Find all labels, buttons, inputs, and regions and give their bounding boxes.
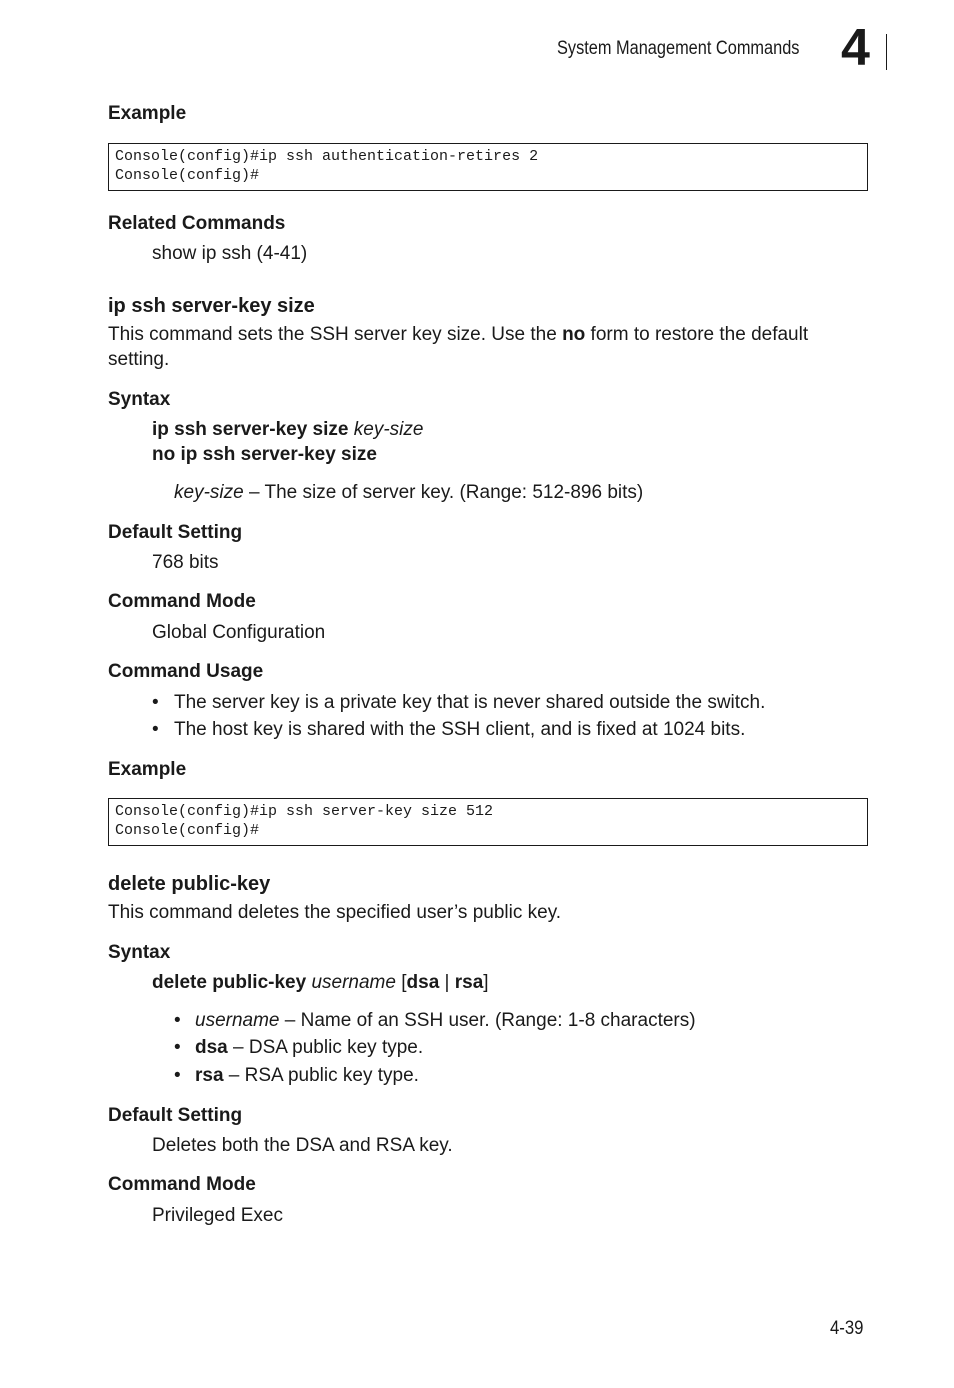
- code-example-box: [108, 143, 868, 191]
- parameter-description: [174, 482, 643, 504]
- parameter-name: username: [195, 1010, 280, 1031]
- syntax-heading: Syntax: [108, 942, 171, 963]
- command-description-continued: setting.: [108, 349, 170, 370]
- example-heading: Example: [108, 759, 187, 780]
- chapter-divider: [886, 34, 887, 70]
- command-description: [108, 324, 808, 346]
- syntax-parameter: username: [311, 972, 396, 993]
- parameter-item: [195, 1037, 423, 1059]
- parameter-text: – The size of server key. (Range: 512-896 bits): [243, 482, 644, 503]
- parameter-item: [195, 1065, 419, 1087]
- syntax-heading: Syntax: [108, 389, 171, 410]
- syntax-command: delete public-key: [152, 972, 307, 993]
- chapter-number: 4: [841, 19, 870, 77]
- command-mode-heading: Command Mode: [108, 591, 256, 612]
- bullet-marker: •: [152, 719, 159, 740]
- syntax-parameter: key-size: [353, 419, 424, 440]
- syntax-bracket: ]: [483, 972, 489, 993]
- related-commands-heading: Related Commands: [108, 213, 286, 234]
- description-keyword: no: [562, 324, 586, 345]
- command-description: This command deletes the specified user’s public key.: [108, 902, 562, 923]
- usage-bullet: The server key is a private key that is never shared outside the switch.: [174, 692, 766, 713]
- bullet-marker: •: [174, 1037, 181, 1058]
- default-setting-value: 768 bits: [152, 552, 219, 573]
- default-setting-heading: Default Setting: [108, 1105, 243, 1126]
- parameter-name: dsa: [195, 1037, 228, 1058]
- syntax-line: [152, 419, 423, 441]
- usage-bullet: The host key is shared with the SSH client, and is fixed at 1024 bits.: [174, 719, 746, 740]
- parameter-name: rsa: [195, 1065, 224, 1086]
- code-line: Console(config)#ip ssh authentication-retires 2: [115, 148, 539, 165]
- bullet-marker: •: [152, 692, 159, 713]
- code-line: Console(config)#ip ssh server-key size 512: [115, 803, 494, 820]
- parameter-name: key-size: [174, 482, 244, 503]
- command-title: delete public-key: [108, 873, 271, 895]
- syntax-line: [152, 972, 489, 994]
- syntax-command: ip ssh server-key size: [152, 419, 349, 440]
- description-text: form to restore the default: [585, 324, 809, 345]
- syntax-option: dsa: [406, 972, 440, 993]
- parameter-text: – Name of an SSH user. (Range: 1-8 characters): [279, 1010, 696, 1031]
- related-command-link[interactable]: show ip ssh (4-41): [152, 243, 308, 264]
- syntax-separator: |: [439, 972, 455, 993]
- default-setting-heading: Default Setting: [108, 522, 243, 543]
- default-setting-value: Deletes both the DSA and RSA key.: [152, 1135, 453, 1156]
- syntax-no-form: no ip ssh server-key size: [152, 444, 377, 465]
- bullet-marker: •: [174, 1010, 181, 1031]
- parameter-item: [195, 1010, 696, 1032]
- syntax-option: rsa: [454, 972, 484, 993]
- bullet-marker: •: [174, 1065, 181, 1086]
- command-mode-value: Privileged Exec: [152, 1205, 283, 1226]
- command-usage-heading: Command Usage: [108, 661, 264, 682]
- parameter-text: – RSA public key type.: [223, 1065, 419, 1086]
- example-heading: Example: [108, 103, 187, 124]
- page-number: 4-39: [830, 1318, 864, 1339]
- command-title: ip ssh server-key size: [108, 295, 315, 317]
- running-header-title: System Management Commands: [557, 38, 800, 59]
- code-line: Console(config)#: [115, 167, 260, 184]
- command-mode-value: Global Configuration: [152, 622, 326, 643]
- code-line: Console(config)#: [115, 822, 260, 839]
- description-text: This command sets the SSH server key size. Use the: [108, 324, 563, 345]
- parameter-text: – DSA public key type.: [227, 1037, 424, 1058]
- command-mode-heading: Command Mode: [108, 1174, 256, 1195]
- syntax-bracket: [: [401, 972, 407, 993]
- code-example-box: [108, 798, 868, 846]
